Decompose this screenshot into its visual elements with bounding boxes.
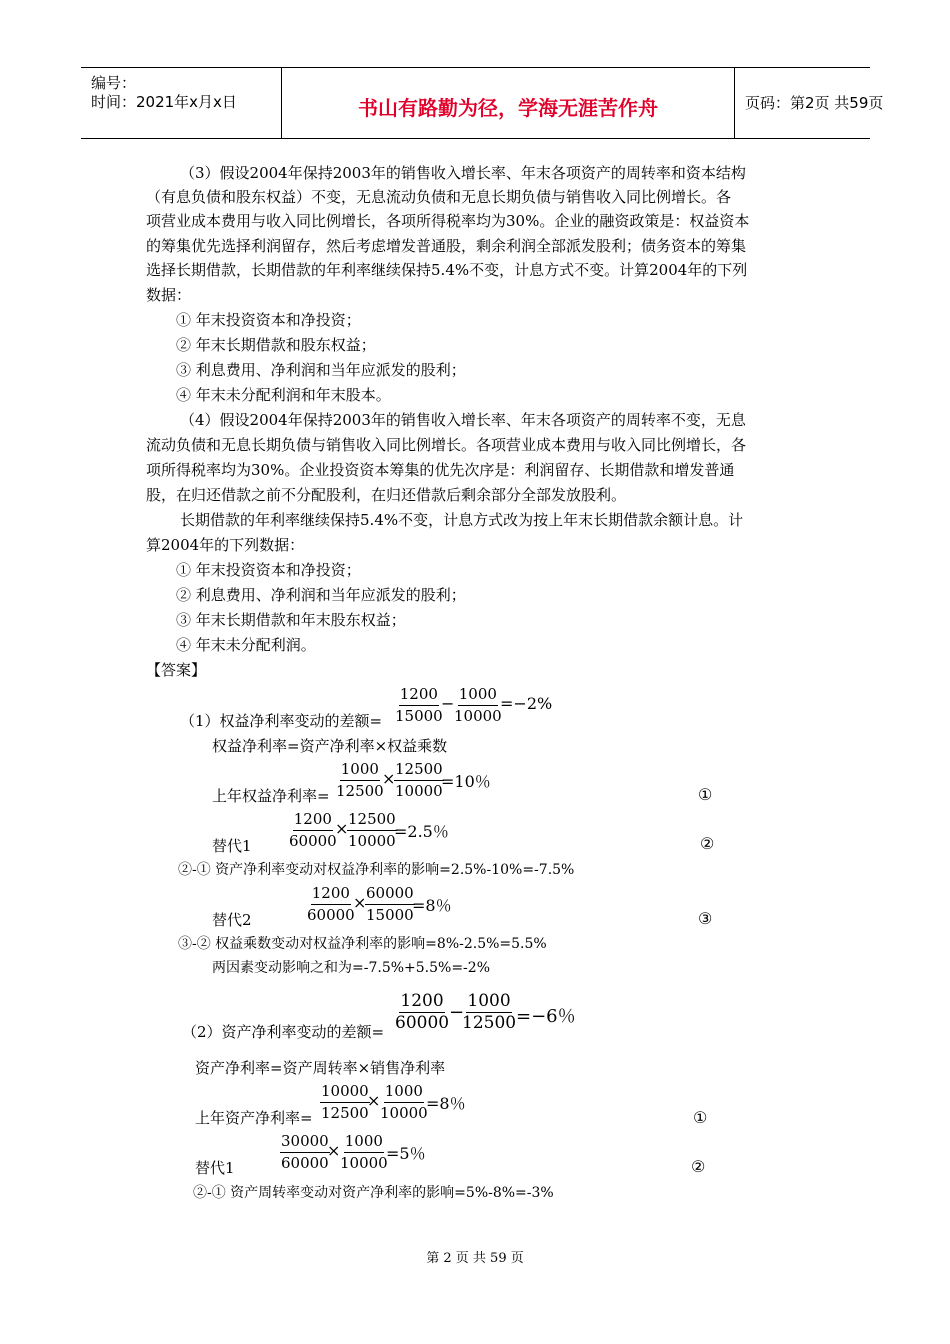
substitution-label: 替代2: [212, 911, 252, 929]
answer-heading: 【答案】: [146, 661, 207, 679]
fraction: $\frac{1200}{60000}$: [307, 884, 355, 924]
times-sign: ×: [353, 893, 367, 912]
fraction: $\frac{1000}{10000}$: [454, 685, 502, 725]
header-page-cell: [735, 68, 884, 138]
fraction: $\frac{1000}{10000}$: [380, 1082, 428, 1122]
minus-sign: −: [449, 1002, 465, 1023]
result-value: =−2%: [500, 694, 553, 713]
fraction: $\frac{12500}{10000}$: [348, 810, 396, 850]
doc-code-label: 编号：: [91, 74, 137, 92]
list-item: ① 年末投资资本和净投资；: [176, 311, 361, 329]
result-value: =−6％: [516, 1006, 576, 1027]
result-value: =8％: [426, 1094, 466, 1113]
fraction: $\frac{60000}{15000}$: [366, 884, 414, 924]
prev-year-label: 上年权益净利率=: [212, 787, 330, 805]
times-sign: ×: [335, 819, 349, 838]
page-footer: 第 2 页 共 59 页: [426, 1251, 524, 1266]
paragraph-line: 流动负债和无息长期负债与销售收入同比例增长。各项营业成本费用与收入同比例增长，各: [146, 436, 747, 454]
paragraph-line: （3）假设2004年保持2003年的销售收入增长率、年末各项资产的周转率和资本结构: [180, 164, 746, 182]
formula-line: 资产净利率=资产周转率×销售净利率: [195, 1059, 446, 1077]
paragraph-line: 的筹集优先选择利润留存，然后考虑增发普通股，剩余利润全部派发股利；债务资本的筹集: [146, 237, 747, 255]
fraction: $\frac{10000}{12500}$: [321, 1082, 369, 1122]
result-value: =2.5％: [394, 822, 449, 841]
fraction: $\frac{1200}{60000}$: [395, 991, 450, 1033]
fraction: $\frac{30000}{60000}$: [281, 1132, 329, 1172]
paragraph-line: （4）假设2004年保持2003年的销售收入增长率、年末各项资产的周转率不变，无息: [180, 411, 746, 429]
times-sign: ×: [367, 1091, 381, 1110]
paragraph-line: 项所得税率均为30%。企业投资资本筹集的优先次序是：利润留存、长期借款和增发普通: [146, 461, 735, 479]
header-page-info: 页码：第2页 共59页: [745, 94, 884, 112]
paragraph-line: （有息负债和股东权益）不变，无息流动负债和无息长期负债与销售收入同比例增长。各: [146, 188, 732, 206]
paragraph-line: 算2004年的下列数据：: [146, 536, 305, 554]
fraction: $\frac{1000}{10000}$: [340, 1132, 388, 1172]
step-marker: ①: [698, 785, 713, 804]
substitution-label: 替代1: [212, 837, 252, 855]
result-value: =10％: [441, 772, 491, 791]
fraction: $\frac{1000}{12500}$: [462, 991, 517, 1033]
step-marker: ③: [698, 909, 713, 928]
answer-1-label: （1）权益净利率变动的差额=: [180, 712, 383, 730]
header-motto-cell: [282, 68, 735, 138]
substitution-label: 替代1: [195, 1159, 235, 1177]
list-item: ③ 利息费用、净利润和当年应派发的股利；: [176, 361, 466, 379]
result-value: =5％: [386, 1144, 426, 1163]
result-value: =8％: [412, 896, 452, 915]
times-sign: ×: [327, 1141, 341, 1160]
list-item: ② 年末长期借款和股东权益；: [176, 336, 376, 354]
paragraph-line: 项营业成本费用与收入同比例增长，各项所得税率均为30%。企业的融资政策是：权益资本: [146, 212, 750, 230]
answer-2-label: （2）资产净利率变动的差额=: [182, 1023, 385, 1041]
list-item: ② 利息费用、净利润和当年应派发的股利；: [176, 586, 466, 604]
doc-time-label: 时间：2021年x月x日: [91, 93, 237, 111]
list-item: ④ 年末未分配利润。: [176, 636, 316, 654]
paragraph-line: 选择长期借款，长期借款的年利率继续保持5.4%不变，计息方式不变。计算2004年的下列: [146, 261, 748, 279]
header-motto: 书山有路勤为径，学海无涯苦作舟: [358, 96, 658, 120]
sum-line: 两因素变动影响之和为=-7.5%+5.5%=-2%: [212, 960, 490, 976]
fraction: $\frac{1000}{12500}$: [336, 760, 384, 800]
prev-year-label: 上年资产净利率=: [195, 1109, 313, 1127]
effect-line: ②-① 资产净利率变动对权益净利率的影响=2.5%-10%=-7.5%: [178, 862, 575, 878]
list-item: ① 年末投资资本和净投资；: [176, 561, 361, 579]
step-marker: ②: [691, 1157, 706, 1176]
step-marker: ①: [693, 1108, 708, 1127]
paragraph-line: 长期借款的年利率继续保持5.4%不变，计息方式改为按上年末长期借款余额计息。计: [180, 511, 744, 529]
fraction: $\frac{1200}{15000}$: [395, 685, 443, 725]
fraction: $\frac{1200}{60000}$: [289, 810, 337, 850]
header-meta-cell: [81, 68, 282, 138]
step-marker: ②: [700, 834, 715, 853]
paragraph-line: 股，在归还借款之前不分配股利，在归还借款后剩余部分全部发放股利。: [146, 486, 627, 504]
minus-sign: −: [441, 694, 455, 713]
times-sign: ×: [382, 769, 396, 788]
effect-line: ③-② 权益乘数变动对权益净利率的影响=8%-2.5%=5.5%: [178, 936, 547, 952]
fraction: $\frac{12500}{10000}$: [395, 760, 443, 800]
paragraph-line: 数据：: [146, 286, 192, 304]
list-item: ③ 年末长期借款和年末股东权益；: [176, 611, 406, 629]
effect-line: ②-① 资产周转率变动对资产净利率的影响=5%-8%=-3%: [193, 1185, 554, 1201]
formula-line: 权益净利率=资产净利率×权益乘数: [212, 737, 448, 755]
page-header: [81, 67, 884, 139]
list-item: ④ 年末未分配利润和年末股本。: [176, 386, 391, 404]
